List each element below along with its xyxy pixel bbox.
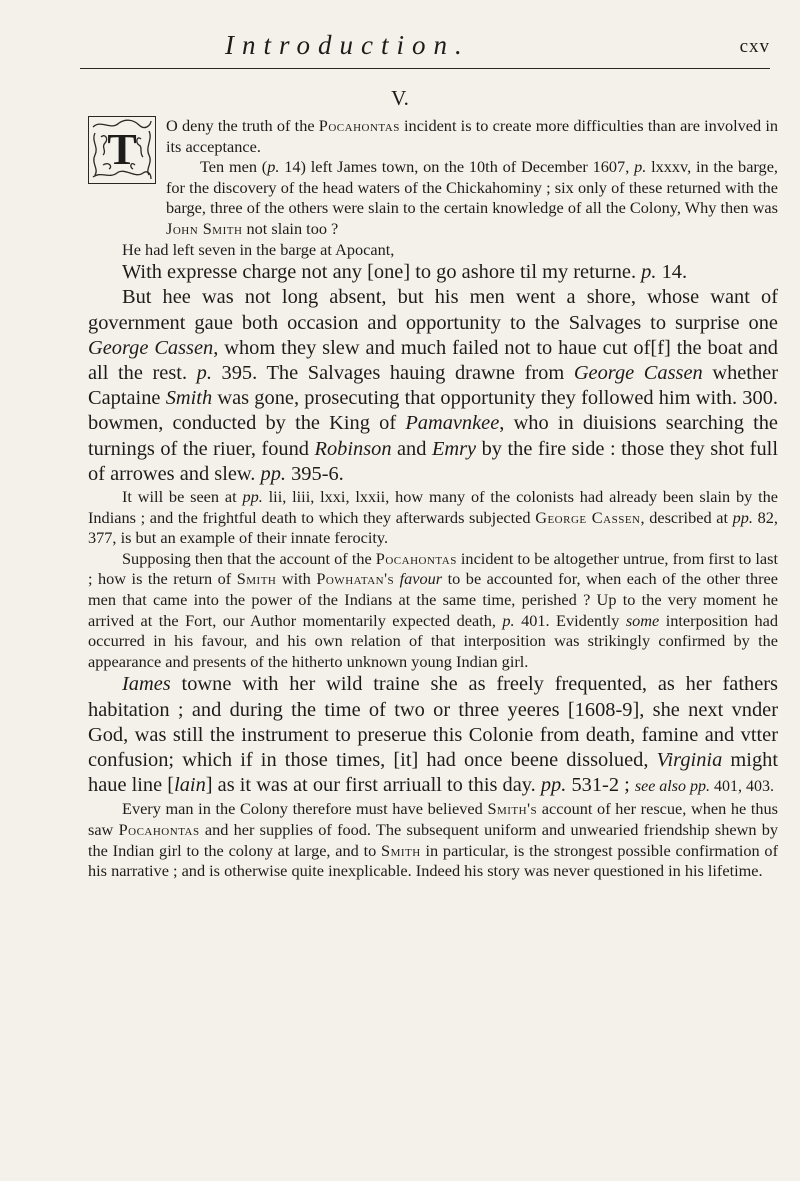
name-pamaunkee: Pamavnkee [405, 412, 500, 435]
text-run: , who in diuisions searching the turnings of the riuer, found [88, 412, 778, 460]
text-run: Every man in the Colony therefore must have believed [122, 799, 488, 819]
text-run: 401, 403. [709, 778, 774, 796]
text-run: interposition had occurred in his favour, and his own relation of that interposition was strikingly confirmed by the appearance and presents of the hitherto unknown young Indian girl. [88, 610, 779, 671]
quote-iames-towne [88, 672, 778, 799]
text-run: He had left seven in the barge at Apocant, [122, 239, 395, 259]
name-george-cassen: George Cassen [535, 507, 641, 527]
name-john-smith: John Smith [166, 218, 243, 238]
text-run: incident to be altogether untrue, from first to last ; how is the return of [88, 548, 778, 589]
name-robinson: Robinson [314, 437, 392, 460]
paragraph-colonists-slain [88, 487, 778, 549]
paragraph-seven [88, 240, 778, 261]
text-run: , whom they slew and much failed not to haue cut of[f] the boat and all the rest. [88, 336, 778, 384]
page-ref: pp. [242, 486, 263, 506]
running-head-title: Introduction. [225, 30, 470, 60]
text-run: towne with her wild traine she as freely frequented, as her fathers habitation ; and during the time of two or three yeeres [1608-9], she next vnder God, was still the instrument to preserue this Colonie from death, famine and vtter confusion; which if in those times, [it] had once beene dissolued, [88, 673, 778, 771]
text-run: With expresse charge not any [one] to go ashore til my returne. [122, 261, 642, 284]
text-run: by the fire side : those they shot full of arrowes and slew. [88, 437, 778, 485]
name-pocahontas: Pocahontas [318, 116, 400, 135]
name-emry: Emry [431, 437, 477, 460]
text-run: to be accounted for, when each of the other three men that came into the power of the Indians at the same time, perished ? Up to the very moment he arrived at the Fort, our Author momentarily expected death, [88, 569, 779, 630]
page-ref: p. [196, 361, 212, 384]
header-rule [80, 68, 770, 69]
text-run: 531-2 ; [566, 774, 635, 797]
ornamental-dropcap [88, 116, 156, 184]
name-smith: Smith [236, 569, 277, 589]
text-run: account of her rescue, when he thus saw [88, 799, 779, 839]
text-run: favour [399, 569, 443, 589]
page-ref: p. [634, 157, 647, 177]
body-text [88, 116, 778, 882]
text-run: with [276, 569, 317, 589]
text-run: 401. Evidently [514, 610, 626, 630]
page-ref: see also pp. [634, 778, 710, 796]
name-smith: Smith's [487, 799, 538, 819]
text-run: in particular, is the strongest possible confirmation of his narrative ; and is otherwise quite inexplicable. Indeed his story was never questioned in his lifetime. [88, 840, 778, 881]
text-run: 14. [656, 261, 688, 284]
page-ref: p. [502, 610, 515, 630]
quote-salvages [88, 285, 778, 487]
text-run: 395. [211, 361, 258, 384]
text-run: lain [174, 774, 206, 797]
page-ref: p. [641, 261, 657, 284]
name-iames: Iames [122, 673, 171, 696]
text-run: 14) left James town, on the 10th of December 1607, [279, 157, 630, 177]
text-run: might haue line [ [88, 748, 778, 797]
text-run: some [625, 610, 660, 630]
text-run: and [391, 437, 432, 460]
name-virginia: Virginia [656, 748, 723, 771]
running-head [225, 30, 770, 66]
name-george-cassen: George Cassen [88, 336, 214, 359]
text-run: 395-6. [286, 462, 344, 485]
page-ref: pp. [732, 507, 753, 527]
page-number: cxv [739, 36, 770, 57]
text-run: It will be seen at [122, 486, 243, 506]
text-run: , described at [640, 507, 733, 527]
name-smith: Smith [165, 387, 213, 410]
text-run: ] as it was at our first arriuall to this day. [205, 774, 541, 797]
dropcap-letter: T [107, 125, 137, 174]
text-run: O deny the truth of the [166, 116, 319, 135]
name-powhatan: Powhatan's [316, 569, 395, 589]
text-run: lxxxv, in the barge, for the discovery of the head waters of the Chickahominy ; six only of these returned with the barge, three of the others were slain to the certain knowledge of all the Colony, Why then was [166, 157, 778, 218]
text-run: whether Captaine [88, 361, 779, 410]
paragraph-intro [88, 116, 778, 240]
name-pocahontas: Pocahontas [118, 819, 200, 839]
name-pocahontas: Pocahontas [375, 548, 457, 568]
section-number: V. [391, 86, 409, 110]
page-ref: pp. [260, 462, 287, 485]
paragraph-every-man [88, 799, 778, 881]
name-smith: Smith [381, 840, 421, 860]
text-run: and her supplies of food. The subsequent uniform and unwearied friendship shewn by the Indian girl to the colony at large, and to [88, 819, 779, 860]
text-run: Supposing then that the account of the [122, 548, 376, 568]
text-run: The Salvages hauing drawne from [266, 361, 574, 384]
quote-expresse-charge [88, 260, 778, 285]
text-run: But hee was not long absent, but his men went a shore, whose want of government gaue both occasion and opportunity to the Salvages to surprise one [88, 286, 778, 334]
text-run: 82, 377, is but an example of their innate ferocity. [88, 507, 779, 548]
paragraph-supposing [88, 549, 778, 673]
text-run: not slain too ? [242, 218, 339, 238]
text-run: was gone, prosecuting that opportunity they followed him with. 300. bowmen, conducted by the King of [88, 387, 778, 435]
page-ref: p. [267, 157, 280, 177]
text-run: Ten men ( [200, 157, 268, 177]
name-george-cassen: George Cassen [573, 361, 703, 384]
text-run: incident is to create more difficulties than are involved in its acceptance. [166, 116, 779, 156]
page-ref: pp. [540, 774, 567, 797]
text-run: lii, liii, lxxi, lxxii, how many of the colonists had already been slain by the Indians ; and the frightful death to which they afterwards subjected [88, 486, 778, 527]
